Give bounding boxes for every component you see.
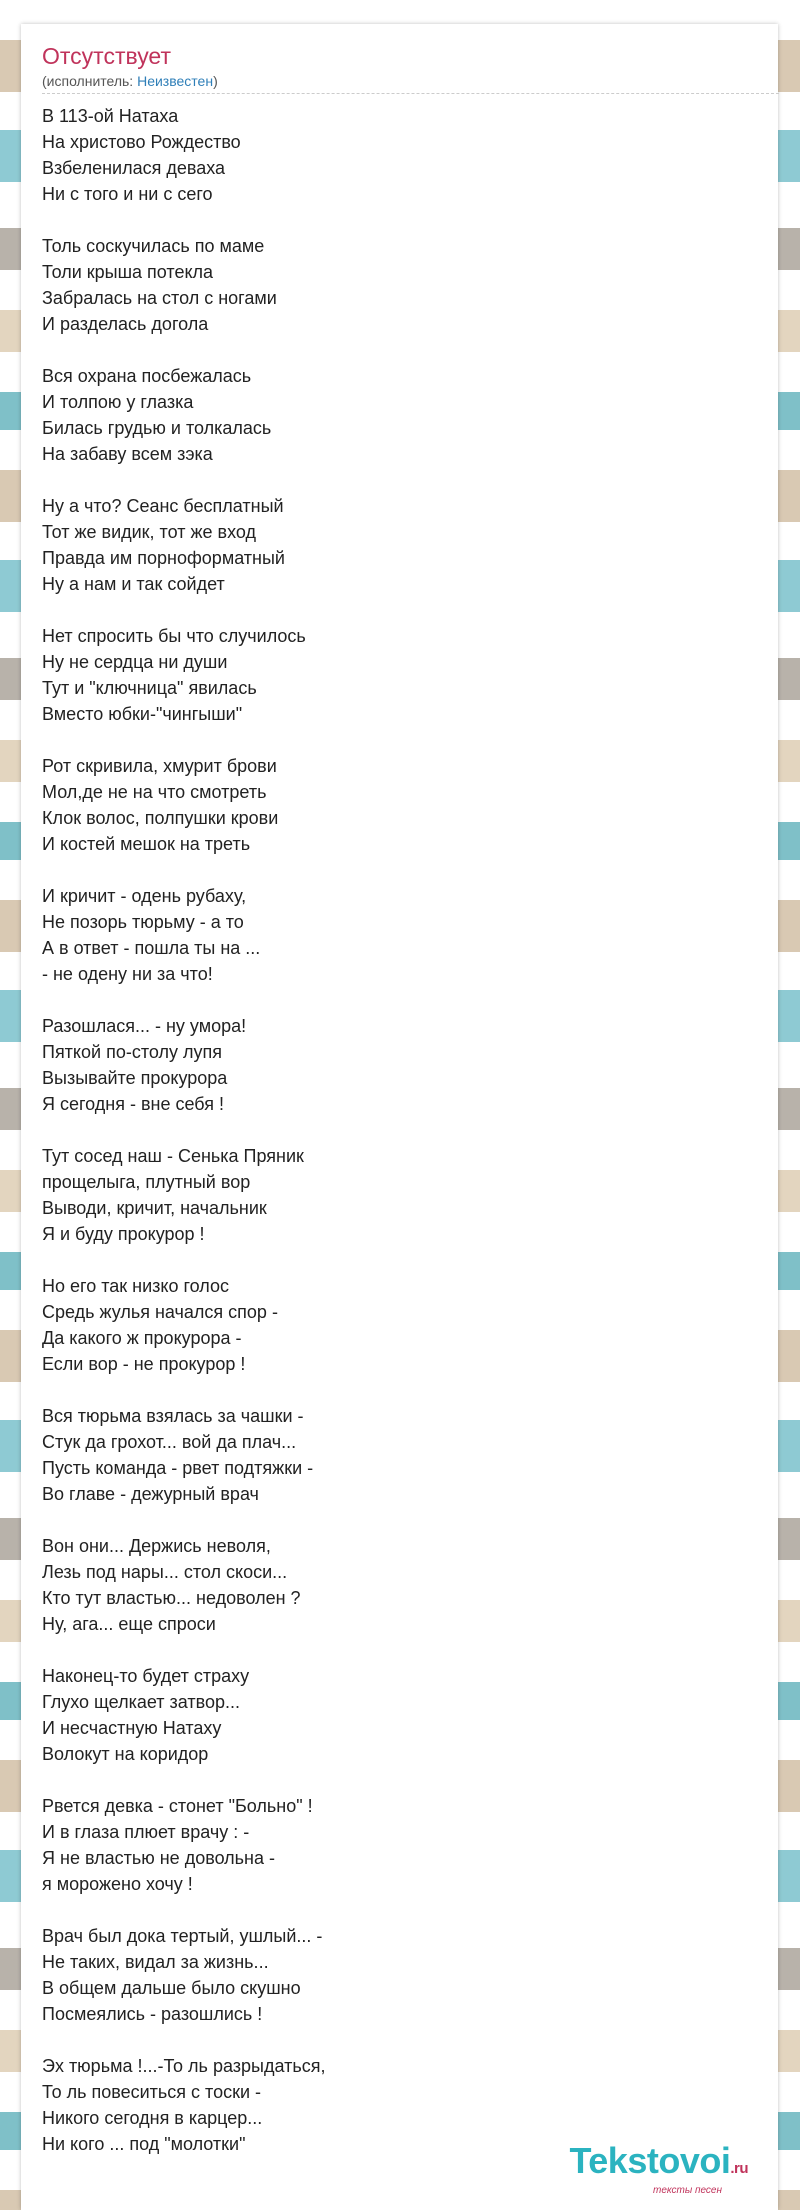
logo-domain: .ru (730, 2160, 748, 2177)
lyric-line: Я не властью не довольна - (42, 1848, 276, 1868)
lyric-line: Средь жулья начался спор - (42, 1302, 278, 1322)
lyric-line: Но его так низко голос (42, 1276, 229, 1296)
lyric-line: Я сегодня - вне себя ! (42, 1094, 224, 1114)
lyric-line: Пусть команда - рвет подтяжки - (42, 1458, 314, 1478)
artist-prefix: (исполнитель: (42, 73, 138, 89)
lyric-line: Наконец-то будет страху (42, 1666, 250, 1686)
lyric-line: Вся охрана посбежалась (42, 366, 252, 386)
lyric-line: Тот же видик, тот же вход (42, 522, 256, 542)
lyric-line: Ну не сердца ни души (42, 652, 228, 672)
lyric-line: Ну а что? Сеанс бесплатный (42, 496, 284, 516)
stanza (42, 1013, 742, 1117)
lyric-line: Да какого ж прокурора - (42, 1328, 242, 1348)
logo-name: Tekstovoi (569, 2140, 731, 2181)
logo-tagline: тексты песен (653, 2185, 722, 2196)
lyric-line: Билась грудью и толкалась (42, 418, 272, 438)
stanza (42, 1403, 742, 1507)
lyric-line: В общем дальше было скушно (42, 1978, 301, 1998)
lyric-line: И разделась догола (42, 314, 209, 334)
stanza (42, 1143, 742, 1247)
artist-suffix: ) (213, 73, 218, 89)
lyric-line: Если вор - не прокурор ! (42, 1354, 246, 1374)
lyric-line: То ль повеситься с тоски - (42, 2082, 262, 2102)
stanza (42, 103, 742, 207)
lyric-line: Толи крыша потекла (42, 262, 214, 282)
stanza (42, 883, 742, 987)
lyric-line: Ни с того и ни с сего (42, 184, 213, 204)
lyric-line: И костей мешок на треть (42, 834, 251, 854)
lyric-line: Рвется девка - стонет "Больно" ! (42, 1796, 313, 1816)
lyric-line: Вся тюрьма взялась за чашки - (42, 1406, 304, 1426)
stanza (42, 1923, 742, 2027)
logo-wordmark (569, 2140, 748, 2187)
lyric-line: Ну, ага... еще спроси (42, 1614, 216, 1634)
lyric-line: прощелыга, плутный вор (42, 1172, 251, 1192)
stanza (42, 1793, 742, 1897)
lyric-line: Толь соскучилась по маме (42, 236, 265, 256)
song-card (21, 24, 778, 2210)
lyric-line: Пяткой по-столу лупя (42, 1042, 222, 1062)
lyric-line: Кто тут властью... недоволен ? (42, 1588, 301, 1608)
lyric-line: Ну а нам и так сойдет (42, 574, 225, 594)
lyric-line: Рот скривила, хмурит брови (42, 756, 277, 776)
lyric-line: На забаву всем зэка (42, 444, 213, 464)
lyric-line: Не позорь тюрьму - а то (42, 912, 244, 932)
lyric-line: Разошлася... - ну умора! (42, 1016, 247, 1036)
lyric-line: На христово Рождество (42, 132, 241, 152)
lyrics-body (42, 103, 742, 2183)
lyric-line: А в ответ - пошла ты на ... (42, 938, 261, 958)
stanza (42, 1663, 742, 1767)
lyric-line: Тут сосед наш - Сенька Пряник (42, 1146, 304, 1166)
song-title: Отсутствует (42, 43, 171, 69)
stanza (42, 493, 742, 597)
lyric-line: Взбеленилася деваха (42, 158, 226, 178)
lyric-line: Я и буду прокурор ! (42, 1224, 205, 1244)
lyric-line: И в глаза плюет врачу : - (42, 1822, 250, 1842)
lyric-line: Нет спросить бы что случилось (42, 626, 306, 646)
stanza (42, 363, 742, 467)
lyric-line: Вон они... Держись неволя, (42, 1536, 271, 1556)
artist-link[interactable]: Неизвестен (137, 73, 214, 89)
lyric-line: Правда им порноформатный (42, 548, 285, 568)
lyric-line: Посмеялись - разошлись ! (42, 2004, 263, 2024)
lyric-line: - не одену ни за что! (42, 964, 213, 984)
lyric-line: Во главе - дежурный врач (42, 1484, 259, 1504)
lyric-line: Глухо щелкает затвор... (42, 1692, 241, 1712)
lyric-line: Клок волос, полпушки крови (42, 808, 279, 828)
lyric-line: Мол,де не на что смотреть (42, 782, 267, 802)
stanza (42, 753, 742, 857)
lyric-line: И кричит - одень рубаху, (42, 886, 247, 906)
lyric-line: Тут и "ключница" явилась (42, 678, 257, 698)
lyric-line: Выводи, кричит, начальник (42, 1198, 267, 1218)
lyric-line: Врач был дока тертый, ушлый... - (42, 1926, 323, 1946)
stanza (42, 233, 742, 337)
stanza (42, 1533, 742, 1637)
lyric-line: И несчастную Натаху (42, 1718, 222, 1738)
lyric-line: Никого сегодня в карцер... (42, 2108, 263, 2128)
lyric-line: Эх тюрьма !...-То ль разрыдаться, (42, 2056, 326, 2076)
lyric-line: я морожено хочу ! (42, 1874, 193, 1894)
lyric-line: Забралась на стол с ногами (42, 288, 277, 308)
divider (42, 93, 779, 94)
site-logo[interactable] (569, 2140, 748, 2196)
lyric-line: В 113-ой Натаха (42, 106, 179, 126)
lyric-line: Вместо юбки-"чингыши" (42, 704, 243, 724)
lyric-line: Ни кого ... под "молотки" (42, 2134, 246, 2154)
stanza (42, 623, 742, 727)
lyric-line: Не таких, видал за жизнь... (42, 1952, 269, 1972)
lyric-line: Волокут на коридор (42, 1744, 209, 1764)
lyric-line: Лезь под нары... стол скоси... (42, 1562, 288, 1582)
stanza (42, 1273, 742, 1377)
lyric-line: Вызывайте прокурора (42, 1068, 228, 1088)
lyric-line: Стук да грохот... вой да плач... (42, 1432, 297, 1452)
lyric-line: И толпою у глазка (42, 392, 194, 412)
artist-line (42, 72, 218, 90)
